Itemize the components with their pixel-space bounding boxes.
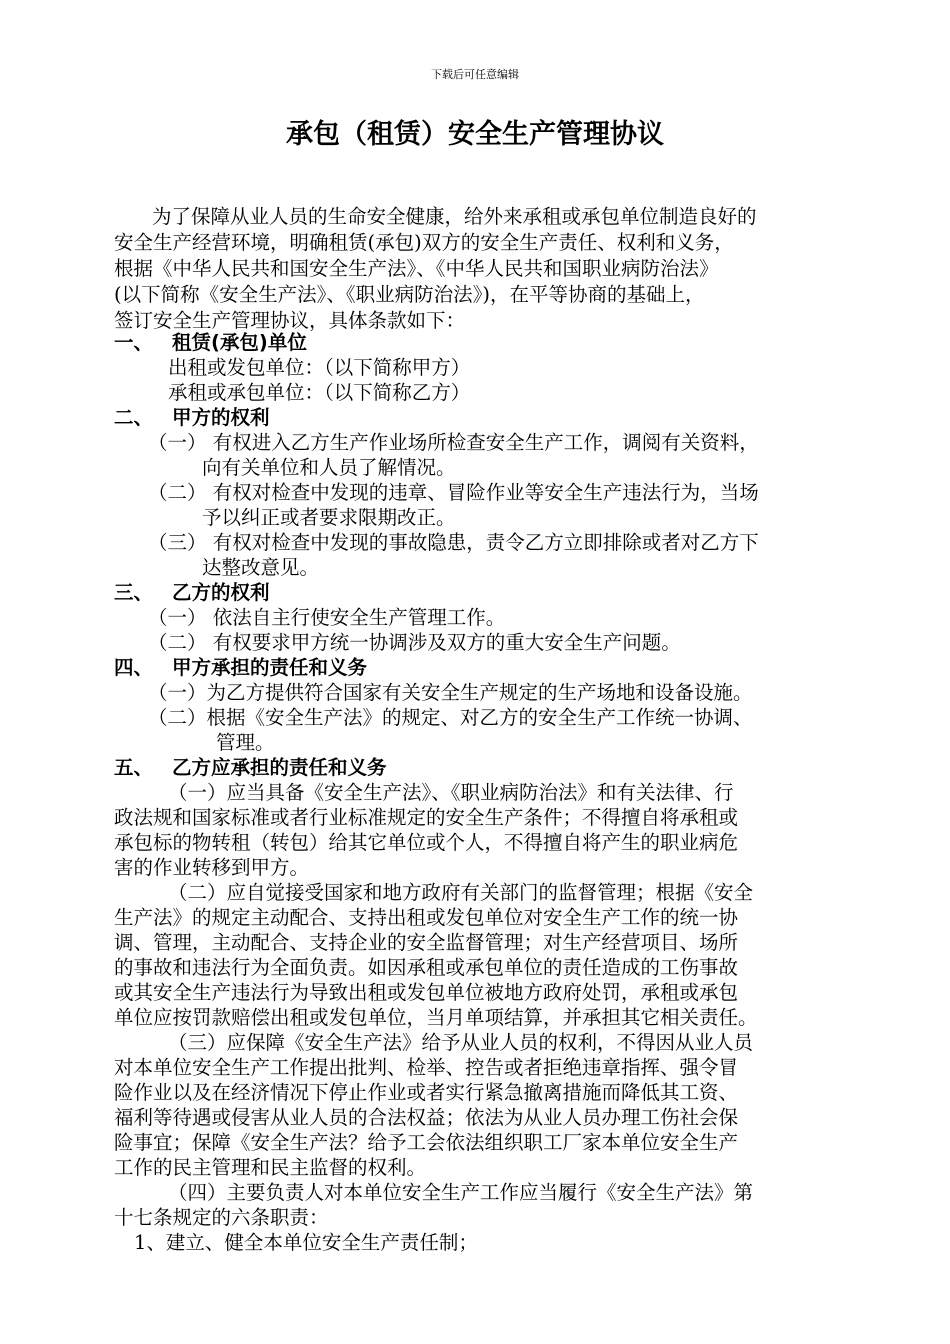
section-line: （一） 有权进入乙方生产作业场所检查安全生产工作，调阅有关资料，	[148, 431, 759, 454]
intro-line: (以下简称《安全生产法》、《职业病防治法》)，在平等协商的基础上，	[114, 283, 705, 306]
section-line: （二） 有权对检查中发现的违章、冒险作业等安全生产违法行为，当场	[148, 481, 759, 504]
header-note: 下载后可任意编辑	[431, 68, 519, 81]
section-title: 乙方应承担的责任和义务	[172, 756, 387, 779]
document-title: 承包（租赁）安全生产管理协议	[286, 119, 664, 150]
section-number: 一、	[114, 331, 154, 354]
intro-line: 签订安全生产管理协议，具体条款如下：	[114, 309, 466, 332]
section-line: 承租或承包单位：（以下简称乙方）	[168, 381, 471, 404]
section-number: 四、	[114, 656, 154, 679]
section-line: 予以纠正或者要求限期改正。	[202, 506, 456, 529]
section-line: 1、建立、健全本单位安全生产责任制；	[134, 1231, 478, 1254]
intro-line: 根据《中华人民共和国安全生产法》、《中华人民共和国职业病防治法》	[114, 257, 719, 280]
section-line: （二） 有权要求甲方统一协调涉及双方的重大安全生产问题。	[148, 631, 681, 654]
section-line: 险事宜；保障《安全生产法？给予工会依法组织职工厂家本单位安全生产	[114, 1131, 739, 1154]
section-heading	[114, 405, 270, 431]
section-title: 甲方的权利	[172, 406, 270, 429]
section-line: 十七条规定的六条职责：	[114, 1206, 329, 1229]
section-line: （三） 有权对检查中发现的事故隐患，责令乙方立即排除或者对乙方下	[148, 531, 759, 554]
section-heading	[114, 580, 270, 606]
section-title: 甲方承担的责任和义务	[172, 656, 368, 679]
section-heading	[114, 330, 307, 356]
section-heading	[114, 755, 387, 781]
section-line: 向有关单位和人员了解情况。	[202, 456, 456, 479]
intro-line: 为了保障从业人员的生命安全健康，给外来承租或承包单位制造良好的	[152, 205, 757, 228]
section-line: 出租或发包单位：（以下简称甲方）	[168, 356, 471, 379]
section-line: 达整改意见。	[202, 556, 320, 579]
section-number: 三、	[114, 581, 154, 604]
intro-line: 安全生产经营环境，明确租赁(承包)双方的安全生产责任、权利和义务，	[114, 231, 734, 254]
section-line: 管理。	[216, 731, 275, 754]
section-line: （一）为乙方提供符合国家有关安全生产规定的生产场地和设备设施。	[148, 681, 753, 704]
section-line: 的事故和违法行为全面负责。如因承租或承包单位的责任造成的工伤事故	[114, 956, 739, 979]
section-line: 福利等待遇或侵害从业人员的合法权益；依法为从业人员办理工伤社会保	[114, 1106, 739, 1129]
section-line: 害的作业转移到甲方。	[114, 856, 310, 879]
section-title: 租赁(承包)单位	[172, 331, 307, 354]
section-line: （三）应保障《安全生产法》给予从业人员的权利，不得因从业人员	[168, 1031, 754, 1054]
section-line: （二）应自觉接受国家和地方政府有关部门的监督管理；根据《安全	[168, 881, 754, 904]
section-line: 调、管理，主动配合、支持企业的安全监督管理；对生产经营项目、场所	[114, 931, 739, 954]
section-line: 或其安全生产违法行为导致出租或发包单位被地方政府处罚，承租或承包	[114, 981, 739, 1004]
section-line: 政法规和国家标准或者行业标准规定的安全生产条件；不得擅自将承租或	[114, 806, 739, 829]
section-number: 五、	[114, 756, 154, 779]
section-line: 对本单位安全生产工作提出批判、检举、控告或者拒绝违章指挥、强令冒	[114, 1056, 739, 1079]
section-line: （一） 依法自主行使安全生产管理工作。	[148, 606, 506, 629]
section-title: 乙方的权利	[172, 581, 270, 604]
section-line: 工作的民主管理和民主监督的权利。	[114, 1156, 427, 1179]
section-heading	[114, 655, 367, 681]
section-line: 单位应按罚款赔偿出租或发包单位，当月单项结算，并承担其它相关责任。	[114, 1006, 758, 1029]
section-line: 生产法》的规定主动配合、支持出租或发包单位对安全生产工作的统一协	[114, 906, 739, 929]
section-line: （四）主要负责人对本单位安全生产工作应当履行《安全生产法》第	[168, 1181, 754, 1204]
section-line: （二）根据《安全生产法》的规定、对乙方的安全生产工作统一协调、	[148, 706, 753, 729]
section-line: （一）应当具备《安全生产法》、《职业病防治法》和有关法律、行	[168, 781, 734, 804]
section-line: 险作业以及在经济情况下停止作业或者实行紧急撤离措施而降低其工资、	[114, 1081, 739, 1104]
section-line: 承包标的物转租（转包）给其它单位或个人，不得擅自将产生的职业病危	[114, 831, 739, 854]
section-number: 二、	[114, 406, 154, 429]
